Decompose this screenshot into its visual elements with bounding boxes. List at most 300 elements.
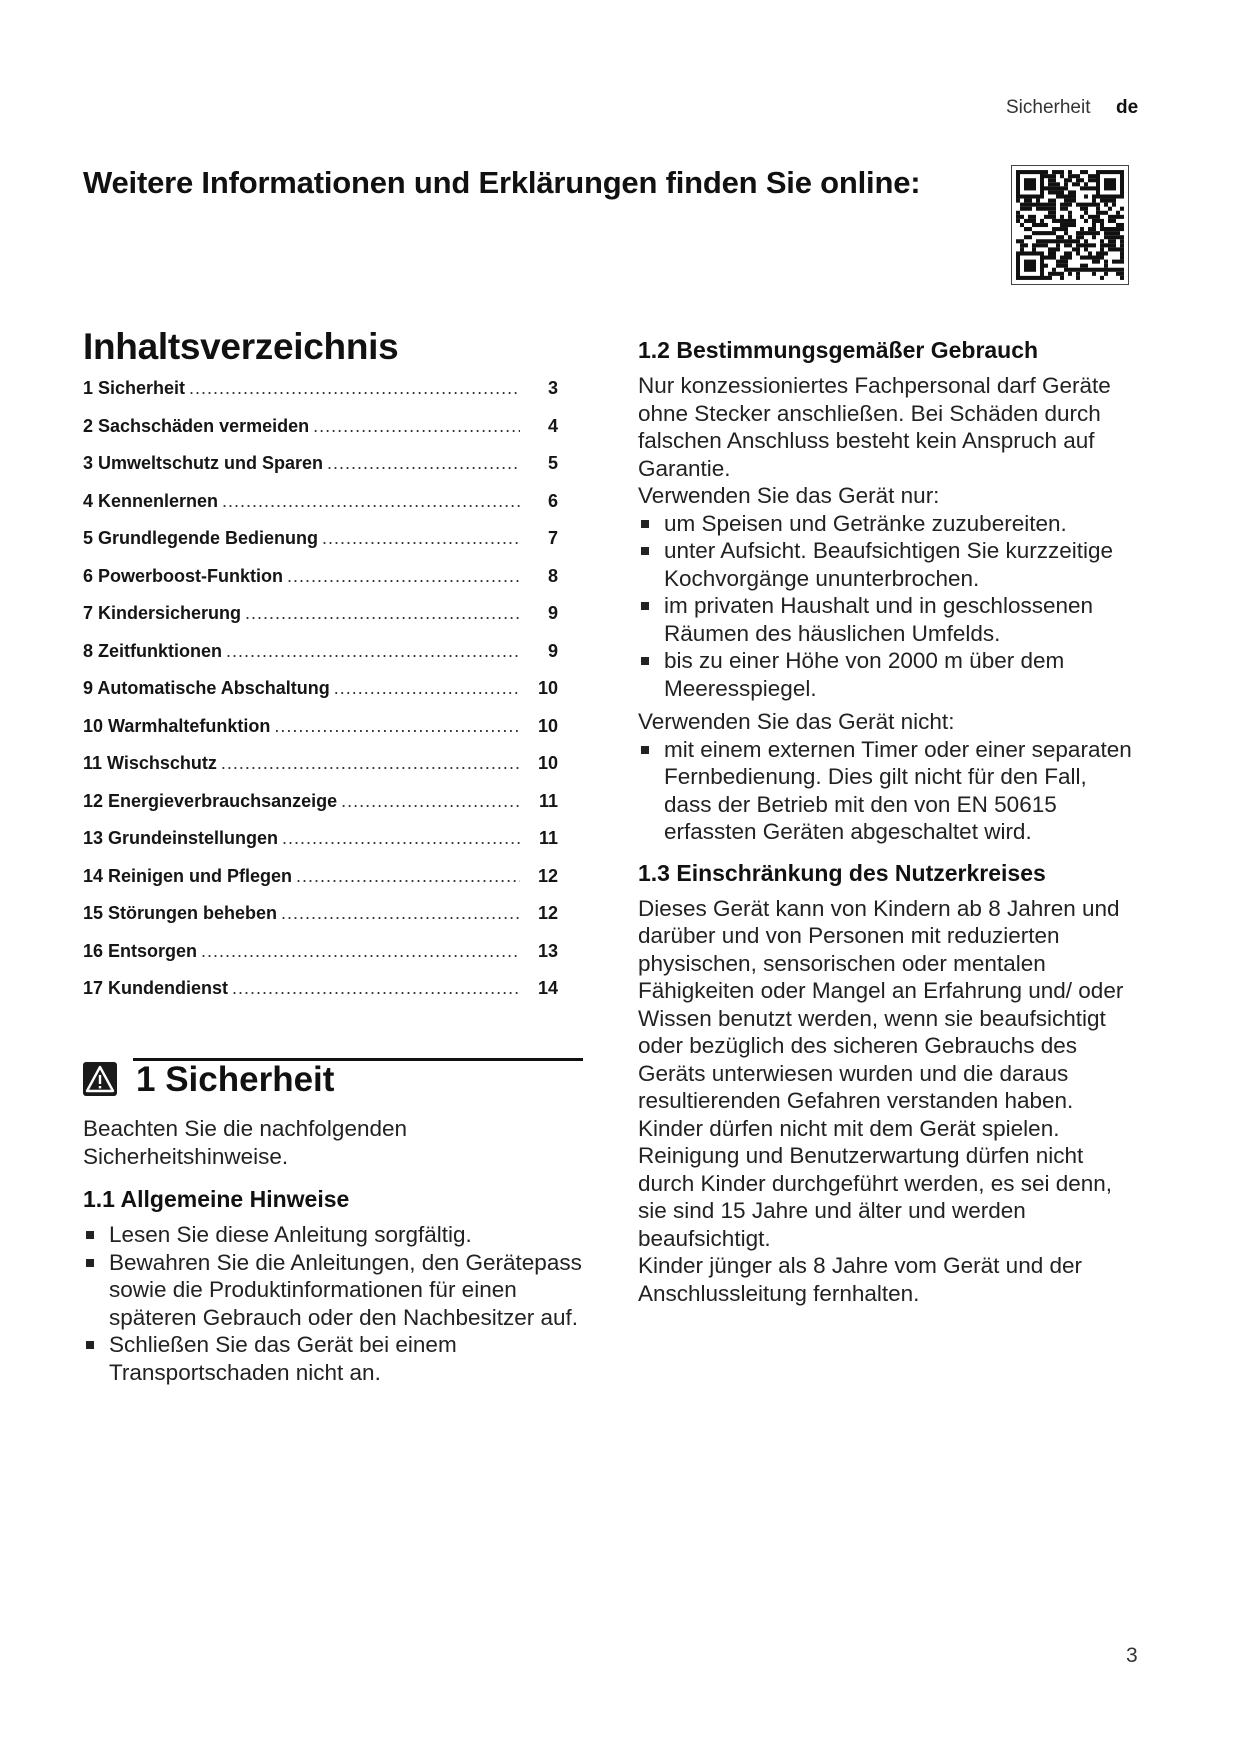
toc-entry[interactable] — [83, 603, 558, 641]
qr-module — [1088, 227, 1092, 231]
toc-entry-page: 8 — [547, 565, 558, 586]
qr-module — [1116, 227, 1120, 231]
qr-module — [1092, 186, 1096, 190]
qr-module — [1088, 256, 1092, 260]
qr-module — [1084, 247, 1088, 251]
qr-module — [1092, 194, 1096, 198]
toc-entry[interactable] — [83, 641, 558, 679]
qr-module — [1088, 186, 1092, 190]
qr-module — [1064, 256, 1068, 260]
qr-module — [1116, 268, 1120, 272]
qr-module — [1076, 272, 1080, 276]
list-item: mit einem externen Timer oder einer separaten Fernbedienung. Dies gilt nicht für den Fall, dass der Betrieb mit den von EN 50615 erfassten Geräten abgeschaltet wird. — [638, 736, 1138, 846]
toc-leader-dots — [274, 716, 520, 737]
qr-module — [1100, 223, 1104, 227]
qr-module — [1116, 211, 1120, 215]
qr-module — [1056, 182, 1060, 186]
qr-module — [1064, 264, 1068, 268]
qr-module — [1104, 178, 1116, 190]
toc-entry[interactable] — [83, 753, 558, 791]
qr-module — [1052, 256, 1056, 260]
qr-module — [1116, 223, 1120, 227]
qr-module — [1100, 219, 1104, 223]
toc-entry[interactable] — [83, 791, 558, 829]
qr-module — [1044, 215, 1048, 219]
qr-module — [1040, 223, 1044, 227]
qr-module — [1120, 268, 1124, 272]
qr-module — [1032, 203, 1036, 207]
qr-module — [1100, 276, 1104, 280]
warning-triangle-icon — [83, 1062, 117, 1096]
qr-module — [1068, 215, 1072, 219]
toc-entry-page: 14 — [537, 978, 558, 998]
qr-module — [1092, 231, 1096, 235]
qr-module — [1064, 223, 1068, 227]
qr-module — [1036, 243, 1040, 247]
toc-entry-label: 8 Zeitfunktionen — [83, 640, 222, 661]
qr-module — [1112, 215, 1116, 219]
qr-module — [1092, 203, 1096, 207]
qr-module — [1028, 235, 1032, 239]
qr-module — [1024, 203, 1028, 207]
qr-module — [1092, 174, 1096, 178]
qr-module — [1088, 215, 1092, 219]
qr-module — [1040, 239, 1044, 243]
qr-module — [1040, 207, 1044, 211]
qr-code — [1011, 165, 1129, 285]
toc-leader-dots — [189, 378, 520, 399]
qr-module — [1096, 215, 1100, 219]
toc-leader-dots — [327, 453, 520, 474]
qr-module — [1120, 251, 1124, 255]
qr-module — [1048, 207, 1052, 211]
qr-module — [1024, 207, 1028, 211]
qr-module — [1100, 239, 1104, 243]
toc-entry-page: 10 — [537, 715, 558, 736]
qr-module — [1116, 215, 1120, 219]
qr-module — [1120, 247, 1124, 251]
toc-entry-page: 10 — [537, 678, 558, 698]
qr-module — [1056, 247, 1060, 251]
toc-entry-label: 3 Umweltschutz und Sparen — [83, 453, 324, 473]
use-intro: Verwenden Sie das Gerät nur: — [638, 483, 940, 508]
qr-module — [1072, 199, 1076, 203]
qr-module — [1052, 215, 1056, 219]
toc-entry-label: 7 Kindersicherung — [83, 603, 242, 623]
qr-module — [1060, 174, 1064, 178]
qr-module — [1120, 207, 1124, 211]
qr-module — [1040, 243, 1044, 247]
qr-module — [1036, 231, 1040, 235]
qr-module — [1092, 199, 1096, 203]
qr-module — [1068, 239, 1072, 243]
toc-entry-page: 13 — [537, 940, 558, 961]
qr-module — [1068, 203, 1072, 207]
qr-module — [1112, 235, 1116, 239]
qr-module — [1056, 260, 1060, 264]
qr-module — [1112, 243, 1116, 247]
qr-module — [1064, 243, 1068, 247]
qr-module — [1076, 247, 1080, 251]
qr-module — [1100, 199, 1104, 203]
qr-module — [1032, 231, 1036, 235]
qr-module — [1112, 199, 1116, 203]
qr-module — [1060, 260, 1064, 264]
qr-module — [1060, 264, 1064, 268]
qr-module — [1068, 174, 1072, 178]
toc-leader-dots — [341, 791, 520, 812]
running-header-section: Sicherheit — [1006, 97, 1091, 118]
qr-module — [1112, 247, 1116, 251]
qr-module — [1028, 219, 1032, 223]
qr-module — [1088, 231, 1092, 235]
qr-module — [1096, 231, 1100, 235]
qr-module — [1048, 174, 1052, 178]
qr-module — [1100, 211, 1104, 215]
toc-entry-label: 15 Störungen beheben — [83, 903, 278, 923]
qr-module — [1044, 203, 1048, 207]
toc-entry[interactable] — [83, 378, 558, 416]
qr-module — [1080, 268, 1084, 272]
qr-module — [1032, 243, 1036, 247]
toc-entry-label: 16 Entsorgen — [83, 940, 198, 961]
qr-module — [1016, 219, 1020, 223]
qr-module — [1020, 239, 1024, 243]
qr-module — [1024, 227, 1028, 231]
qr-module — [1116, 247, 1120, 251]
qr-module — [1084, 264, 1088, 268]
qr-module — [1072, 182, 1076, 186]
qr-module — [1024, 199, 1028, 203]
qr-module — [1036, 207, 1040, 211]
qr-module — [1100, 247, 1104, 251]
qr-module — [1064, 260, 1068, 264]
qr-module — [1084, 231, 1088, 235]
qr-module — [1016, 199, 1020, 203]
qr-module — [1080, 186, 1084, 190]
qr-module — [1100, 227, 1104, 231]
qr-module — [1104, 268, 1108, 272]
qr-module — [1084, 239, 1088, 243]
qr-module — [1052, 190, 1056, 194]
qr-module — [1056, 264, 1060, 268]
qr-module — [1112, 260, 1116, 264]
qr-module — [1092, 243, 1096, 247]
toc-entry[interactable] — [83, 978, 558, 1016]
qr-module — [1024, 178, 1036, 190]
qr-module — [1064, 231, 1068, 235]
qr-module — [1108, 231, 1112, 235]
qr-module — [1084, 256, 1088, 260]
toc-entry-label: 12 Energieverbrauchsanzeige — [83, 790, 338, 811]
qr-module — [1088, 243, 1092, 247]
qr-module — [1112, 239, 1116, 243]
toc-leader-dots — [322, 528, 520, 549]
qr-module — [1048, 276, 1052, 280]
toc-entry[interactable] — [83, 716, 558, 754]
list-item: bis zu einer Höhe von 2000 m über dem Meeresspiegel. — [638, 647, 1138, 702]
toc-leader-dots — [201, 941, 520, 962]
not-use-intro: Verwenden Sie das Gerät nicht: — [638, 709, 955, 734]
qr-module — [1116, 231, 1120, 235]
qr-module — [1024, 219, 1028, 223]
qr-module — [1108, 199, 1112, 203]
qr-module — [1060, 203, 1064, 207]
qr-module — [1056, 170, 1060, 174]
qr-module — [1112, 203, 1116, 207]
qr-module — [1020, 223, 1024, 227]
qr-module — [1064, 203, 1068, 207]
qr-module — [1096, 211, 1100, 215]
toc-entry-label: 17 Kundendienst — [83, 978, 229, 998]
list-item: um Speisen und Getränke zuzubereiten. — [638, 510, 1138, 538]
toc-entry-label: 10 Warmhaltefunktion — [83, 715, 271, 736]
qr-module — [1036, 239, 1040, 243]
qr-module — [1120, 215, 1124, 219]
toc-leader-dots — [232, 978, 520, 999]
qr-module — [1104, 243, 1108, 247]
toc-entry-label: 1 Sicherheit — [83, 378, 186, 398]
qr-module — [1064, 182, 1068, 186]
qr-module — [1084, 207, 1088, 211]
qr-module — [1084, 219, 1088, 223]
qr-module — [1056, 243, 1060, 247]
qr-module — [1072, 194, 1076, 198]
qr-module — [1108, 215, 1112, 219]
toc-entry[interactable] — [83, 903, 558, 941]
qr-module — [1108, 207, 1112, 211]
qr-module — [1060, 219, 1064, 223]
qr-module — [1120, 243, 1124, 247]
qr-module — [1020, 215, 1024, 219]
qr-module — [1096, 268, 1100, 272]
toc-entry[interactable] — [83, 491, 558, 529]
qr-module — [1072, 219, 1076, 223]
qr-module — [1072, 174, 1076, 178]
qr-module — [1120, 239, 1124, 243]
qr-module — [1080, 227, 1084, 231]
qr-module — [1048, 199, 1052, 203]
qr-module — [1076, 178, 1080, 182]
qr-module — [1060, 190, 1064, 194]
toc-entry[interactable] — [83, 416, 558, 454]
qr-module — [1068, 190, 1072, 194]
qr-module — [1036, 223, 1040, 227]
toc-entry[interactable] — [83, 678, 558, 716]
qr-module — [1088, 174, 1092, 178]
qr-module — [1096, 260, 1100, 264]
qr-module — [1048, 272, 1052, 276]
qr-module — [1084, 211, 1088, 215]
qr-module — [1048, 186, 1052, 190]
qr-module — [1068, 256, 1072, 260]
qr-module — [1072, 239, 1076, 243]
qr-module — [1084, 268, 1088, 272]
qr-module — [1108, 239, 1112, 243]
qr-module — [1068, 251, 1072, 255]
page-number: 3 — [1126, 1644, 1138, 1667]
toc-entry[interactable] — [83, 566, 558, 604]
toc-entry-page: 10 — [537, 753, 558, 773]
toc-entry[interactable] — [83, 453, 558, 491]
qr-module — [1104, 264, 1108, 268]
qr-module — [1104, 231, 1108, 235]
qr-module — [1068, 170, 1072, 174]
qr-module — [1092, 268, 1096, 272]
qr-module — [1052, 272, 1056, 276]
toc-entry-label: 14 Reinigen und Pflegen — [83, 865, 293, 886]
not-use-list — [638, 736, 1138, 846]
table-of-contents — [83, 378, 558, 1016]
qr-module — [1100, 256, 1104, 260]
qr-module — [1092, 272, 1096, 276]
paragraph: Dieses Gerät kann von Kindern ab 8 Jahren und darüber und von Personen mit reduzierten physischen, sensorischen oder mentalen Fähigkeiten oder Mangel an Erfahrung und/ oder Wissen benutzt werden, wenn sie beaufsichtigt oder bezüglich des sicheren Gebrauchs des Geräts unterwiesen wurden und die daraus resultierenden Gefahren verstanden haben. — [638, 895, 1124, 1113]
qr-module — [1080, 215, 1084, 219]
qr-module — [1060, 170, 1064, 174]
qr-module — [1068, 199, 1072, 203]
qr-module — [1048, 211, 1052, 215]
qr-module — [1064, 251, 1068, 255]
toc-entry-page: 12 — [537, 903, 558, 923]
qr-module — [1044, 223, 1048, 227]
qr-module — [1068, 211, 1072, 215]
qr-module — [1052, 203, 1056, 207]
qr-module — [1084, 243, 1088, 247]
qr-module — [1068, 272, 1072, 276]
qr-module — [1108, 247, 1112, 251]
qr-module — [1044, 174, 1048, 178]
toc-leader-dots — [334, 678, 520, 699]
toc-entry-page: 11 — [538, 790, 558, 811]
qr-module — [1072, 268, 1076, 272]
paragraph: Nur konzessioniertes Fachpersonal darf Geräte ohne Stecker anschließen. Bei Schäden durch falschen Anschluss besteht kein Anspruch auf Garantie. — [638, 373, 1111, 481]
list-item: Bewahren Sie die Anleitungen, den Gerätepass sowie die Produktinformationen für einen späteren Gebrauch oder den Nachbesitzer auf. — [83, 1249, 583, 1332]
qr-module — [1068, 268, 1072, 272]
right-column — [638, 337, 1138, 1307]
qr-module — [1080, 207, 1084, 211]
qr-module — [1044, 186, 1048, 190]
list-item: unter Aufsicht. Beaufsichtigen Sie kurzzeitige Kochvorgänge ununterbrochen. — [638, 537, 1138, 592]
toc-leader-dots — [245, 603, 520, 624]
qr-module — [1044, 231, 1048, 235]
toc-leader-dots — [282, 828, 520, 849]
qr-module — [1080, 256, 1084, 260]
qr-module — [1052, 211, 1056, 215]
qr-module — [1096, 256, 1100, 260]
toc-entry[interactable] — [83, 866, 558, 904]
toc-entry[interactable] — [83, 941, 558, 979]
qr-module — [1032, 219, 1036, 223]
qr-module — [1068, 235, 1072, 239]
qr-module — [1120, 227, 1124, 231]
qr-module — [1056, 219, 1060, 223]
intended-use-list — [638, 510, 1138, 703]
qr-module — [1040, 231, 1044, 235]
qr-module — [1048, 178, 1052, 182]
qr-module — [1060, 227, 1064, 231]
qr-module — [1120, 272, 1124, 276]
qr-module — [1076, 174, 1080, 178]
qr-module — [1076, 231, 1080, 235]
qr-module — [1108, 268, 1112, 272]
qr-module — [1096, 219, 1100, 223]
qr-module — [1060, 276, 1064, 280]
qr-module — [1024, 235, 1028, 239]
qr-module — [1092, 260, 1096, 264]
toc-leader-dots — [226, 641, 520, 662]
qr-module — [1116, 272, 1120, 276]
qr-module — [1060, 239, 1064, 243]
qr-module — [1100, 243, 1104, 247]
heading-1-3: 1.3 Einschränkung des Nutzerkreises — [638, 859, 1046, 886]
qr-module — [1096, 251, 1100, 255]
qr-module — [1108, 219, 1112, 223]
toc-entry-label: 11 Wischschutz — [83, 753, 217, 773]
list-item: Schließen Sie das Gerät bei einem Transportschaden nicht an. — [83, 1331, 583, 1386]
qr-module — [1068, 194, 1072, 198]
qr-module — [1052, 170, 1056, 174]
toc-entry-page: 12 — [537, 865, 558, 886]
qr-module — [1108, 243, 1112, 247]
qr-module — [1060, 272, 1064, 276]
qr-module — [1068, 243, 1072, 247]
qr-module — [1076, 239, 1080, 243]
qr-module — [1052, 251, 1056, 255]
qr-module — [1016, 239, 1020, 243]
qr-module — [1048, 215, 1052, 219]
toc-entry-page: 3 — [547, 378, 558, 398]
qr-module — [1052, 199, 1056, 203]
qr-module — [1052, 219, 1056, 223]
toc-leader-dots — [221, 753, 520, 774]
qr-module — [1024, 260, 1036, 272]
toc-entry[interactable] — [83, 828, 558, 866]
qr-module — [1040, 203, 1044, 207]
toc-entry-page: 7 — [547, 528, 558, 548]
qr-module — [1056, 239, 1060, 243]
qr-module — [1084, 194, 1088, 198]
qr-module — [1064, 227, 1068, 231]
paragraph: Kinder jünger als 8 Jahre vom Gerät und der Anschlussleitung fernhalten. — [638, 1253, 1082, 1306]
qr-module — [1056, 190, 1060, 194]
qr-module — [1092, 215, 1096, 219]
qr-module — [1068, 178, 1072, 182]
qr-module — [1112, 231, 1116, 235]
qr-module — [1064, 268, 1068, 272]
qr-module — [1052, 207, 1056, 211]
toc-entry-page: 11 — [538, 828, 558, 848]
toc-entry-label: 9 Automatische Abschaltung — [83, 678, 330, 698]
qr-module — [1104, 211, 1108, 215]
qr-module — [1104, 235, 1108, 239]
toc-entry-page: 9 — [547, 640, 558, 661]
qr-module — [1084, 170, 1088, 174]
qr-module — [1032, 247, 1036, 251]
qr-module — [1044, 239, 1048, 243]
qr-module — [1036, 203, 1040, 207]
qr-module — [1020, 247, 1024, 251]
qr-module — [1052, 182, 1056, 186]
qr-module — [1052, 239, 1056, 243]
qr-module — [1072, 247, 1076, 251]
heading-1-2: 1.2 Bestimmungsgemäßer Gebrauch — [638, 337, 1039, 363]
qr-module — [1060, 186, 1064, 190]
qr-module — [1044, 243, 1048, 247]
toc-entry[interactable] — [83, 528, 558, 566]
list-item: Lesen Sie diese Anleitung sorgfältig. — [83, 1221, 583, 1249]
qr-module — [1020, 243, 1024, 247]
qr-module — [1084, 186, 1088, 190]
